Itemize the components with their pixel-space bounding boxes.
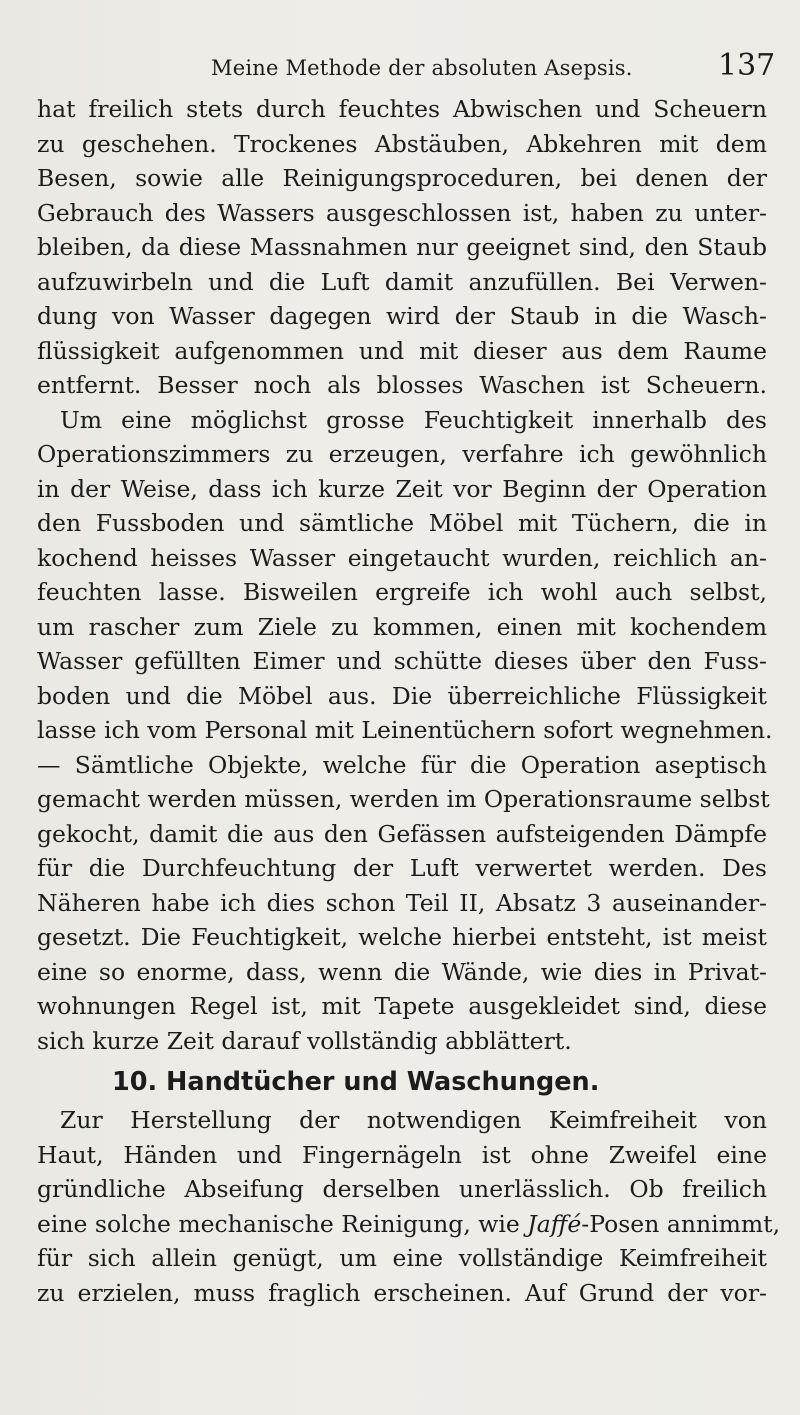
text-line: sich kurze Zeit darauf vollständig abblättert. xyxy=(37,1026,572,1055)
text-line: in der Weise, dass ich kurze Zeit vor Beginn der Operation xyxy=(37,474,767,503)
text-line: Gebrauch des Wassers ausgeschlossen ist, haben zu unter- xyxy=(37,198,767,227)
text-line: Operationszimmers zu erzeugen, verfahre ich gewöhnlich xyxy=(37,440,767,468)
running-head xyxy=(0,50,800,90)
text-line: gründliche Abseifung derselben unerlässlich. Ob freilich xyxy=(37,1175,767,1203)
text-line: kochend heisses Wasser eingetaucht wurden, reichlich an- xyxy=(37,543,767,572)
text-line: wohnungen Regel ist, mit Tapete ausgekleidet sind, diese xyxy=(37,992,767,1020)
text-line: Um eine möglichst grosse Feuchtigkeit innerhalb des xyxy=(60,405,767,434)
text-line: hat freilich stets durch feuchtes Abwischen und Scheuern xyxy=(37,95,767,123)
text-line xyxy=(37,1207,781,1242)
text-line: Haut, Händen und Fingernägeln ist ohne Zweifel eine xyxy=(37,1140,767,1169)
text-line: gemacht werden müssen, werden im Operationsraume selbst xyxy=(37,785,770,813)
text-line: lasse ich vom Personal mit Leinentüchern sofort wegnehmen. xyxy=(37,716,773,744)
text-line: — Sämtliche Objekte, welche für die Operation aseptisch xyxy=(37,750,767,779)
text-line: feuchten lasse. Bisweilen ergreife ich wohl auch selbst, xyxy=(37,578,767,606)
text-line: zu geschehen. Trockenes Abstäuben, Abkehren mit dem xyxy=(37,129,767,158)
body-text xyxy=(37,92,781,1310)
text-line: für sich allein genügt, um eine vollständige Keimfreiheit xyxy=(37,1244,767,1272)
page-number: 137 xyxy=(718,48,776,83)
text-line: entfernt. Besser noch als blosses Waschen ist Scheuern. xyxy=(37,371,767,399)
text-line: Wasser gefüllten Eimer und schütte dieses über den Fuss- xyxy=(37,647,767,675)
text-line: den Fussboden und sämtliche Möbel mit Tüchern, die in xyxy=(37,509,767,537)
text-line: eine so enorme, dass, wenn die Wände, wie dies in Privat- xyxy=(37,957,767,986)
text-line: gesetzt. Die Feuchtigkeit, welche hierbei entsteht, ist meist xyxy=(37,923,767,951)
text-line: für die Durchfeuchtung der Luft verwertet werden. Des xyxy=(37,854,767,882)
text-line: boden und die Möbel aus. Die überreichliche Flüssigkeit xyxy=(37,681,767,710)
running-title: Meine Methode der absoluten Asepsis. xyxy=(211,56,633,80)
text-line: Besen, sowie alle Reinigungsproceduren, bei denen der xyxy=(37,164,767,192)
text-line: zu erzielen, muss fraglich erscheinen. Auf Grund der vor- xyxy=(37,1278,767,1307)
section-heading: 10. Handtücher und Waschungen. xyxy=(112,1067,600,1097)
text-line: Näheren habe ich dies schon Teil II, Absatz 3 auseinander- xyxy=(37,888,767,917)
text-segment: -Posen annimmt, xyxy=(581,1209,781,1238)
paragraph-section-9 xyxy=(37,92,773,1058)
italic-name: Jaffé xyxy=(527,1209,582,1238)
text-line: bleiben, da diese Massnahmen nur geeignet sind, den Staub xyxy=(37,233,767,261)
text-line: gekocht, damit die aus den Gefässen aufsteigenden Dämpfe xyxy=(37,819,767,848)
text-line: Zur Herstellung der notwendigen Keimfreiheit von xyxy=(60,1106,767,1134)
text-line: dung von Wasser dagegen wird der Staub in die Wasch- xyxy=(37,302,767,330)
text-line: aufzuwirbeln und die Luft damit anzufüllen. Bei Verwen- xyxy=(37,267,767,296)
text-segment: eine solche mechanische Reinigung, wie xyxy=(37,1209,528,1238)
text-line: um rascher zum Ziele zu kommen, einen mit kochendem xyxy=(37,612,767,641)
text-line: flüssigkeit aufgenommen und mit dieser aus dem Raume xyxy=(37,336,767,365)
paragraph-section-10 xyxy=(37,1061,781,1310)
